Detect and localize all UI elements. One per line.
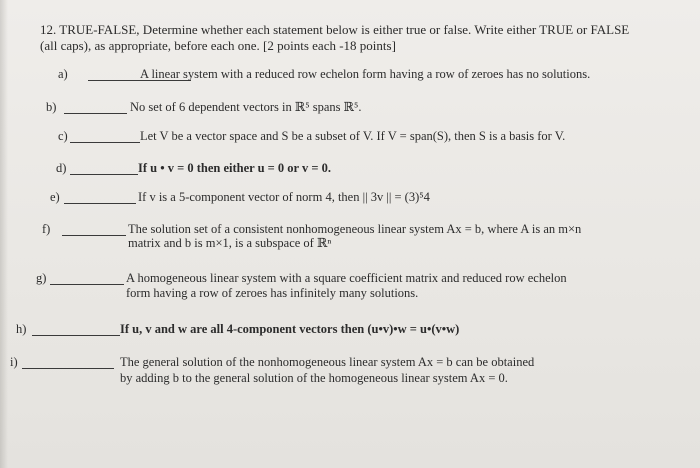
answer-blank[interactable] — [62, 235, 126, 236]
item-letter: g) — [36, 271, 47, 285]
item-letter: f) — [42, 222, 51, 236]
item-letter: a) — [58, 67, 68, 81]
page-shadow-edge — [0, 0, 8, 468]
question-header — [40, 22, 680, 54]
answer-blank[interactable] — [64, 113, 127, 114]
header-line-1: 12. TRUE-FALSE, Determine whether each statement below is either true or false. Write either TRUE or FALSE — [40, 22, 630, 37]
statement-text: Let V be a vector space and S be a subset of V. If V = span(S), then S is a basis for V. — [140, 129, 566, 143]
statement-text: A homogeneous linear system with a square coefficient matrix and reduced row echelon — [126, 271, 567, 285]
answer-blank[interactable] — [22, 368, 114, 369]
item-letter: b) — [46, 100, 57, 114]
statement-text-line-2: matrix and b is m×1, is a subspace of ℝⁿ — [128, 236, 332, 250]
answer-blank[interactable] — [50, 284, 124, 285]
answer-blank[interactable] — [70, 142, 140, 143]
item-letter: h) — [16, 322, 27, 336]
header-line-2: (all caps), as appropriate, before each one. [2 points each -18 points] — [40, 38, 396, 53]
answer-blank[interactable] — [32, 335, 120, 336]
statement-text: No set of 6 dependent vectors in ℝ⁵ spans ℝ⁵. — [130, 100, 362, 114]
item-letter: e) — [50, 190, 60, 204]
statement-text: The solution set of a consistent nonhomogeneous linear system Ax = b, where A is an m×n — [128, 222, 582, 236]
item-letter: c) — [58, 129, 68, 143]
statement-text: A linear system with a reduced row echelon form having a row of zeroes has no solutions. — [140, 67, 591, 81]
statement-text: If v is a 5-component vector of norm 4, then || 3v || = (3)⁵4 — [138, 190, 430, 204]
item-letter: d) — [56, 161, 67, 175]
answer-blank[interactable] — [64, 203, 136, 204]
statement-text: The general solution of the nonhomogeneous linear system Ax = b can be obtained — [120, 355, 535, 369]
item-letter: i) — [10, 355, 18, 369]
statement-text-line-2: form having a row of zeroes has infinitely many solutions. — [126, 286, 419, 300]
statement-text: If u • v = 0 then either u = 0 or v = 0. — [138, 161, 331, 175]
statement-text-line-2: by adding b to the general solution of the homogeneous linear system Ax = 0. — [120, 371, 508, 385]
answer-blank[interactable] — [70, 174, 138, 175]
statement-text: If u, v and w are all 4-component vectors then (u•v)•w = u•(v•w) — [120, 322, 460, 336]
